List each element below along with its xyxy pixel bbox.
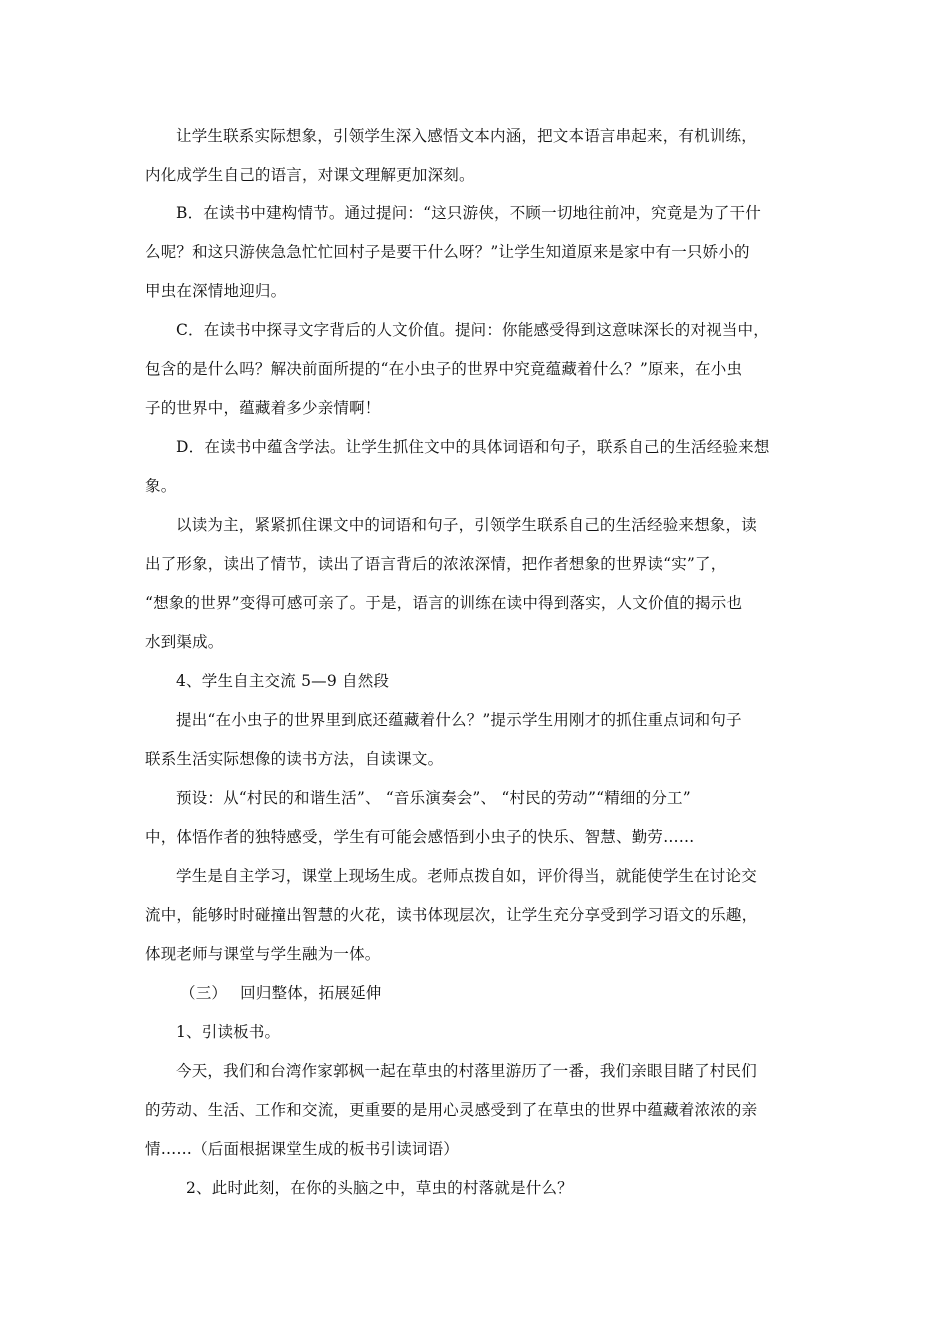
text-line: 包含的是什么吗？解决前面所提的“在小虫子的世界中究竟蕴藏着什么？”原来，在小虫 bbox=[145, 360, 743, 378]
text-line: 出了形象，读出了情节，读出了语言背后的浓浓深情，把作者想象的世界读“实”了， bbox=[145, 555, 727, 573]
text-line: 内化成学生自己的语言，对课文理解更加深刻。 bbox=[145, 166, 475, 184]
text-line: 甲虫在深情地迎归。 bbox=[145, 282, 287, 300]
text-line: “想象的世界”变得可感可亲了。于是，语言的训练在读中得到落实，人文价值的揭示也 bbox=[145, 594, 743, 612]
text-line: 让学生联系实际想象，引领学生深入感悟文本内涵，把文本语言串起来，有机训练， bbox=[176, 127, 757, 145]
text-line: 今天，我们和台湾作家郭枫一起在草虫的村落里游历了一番，我们亲眼目睹了村民们 bbox=[176, 1062, 757, 1080]
text-line: 1、引读板书。 bbox=[176, 1023, 281, 1041]
text-line: 2、此时此刻，在你的头脑之中，草虫的村落就是什么？ bbox=[186, 1179, 573, 1197]
text-line: 象。 bbox=[145, 477, 177, 495]
text-line: 子的世界中，蕴藏着多少亲情啊！ bbox=[145, 399, 381, 417]
text-line: 以读为主，紧紧抓住课文中的词语和句子，引领学生联系自己的生活经验来想象，读 bbox=[176, 516, 757, 534]
text-line: 水到渠成。 bbox=[145, 633, 224, 651]
text-line: 流中，能够时时碰撞出智慧的火花，读书体现层次，让学生充分享受到学习语文的乐趣， bbox=[145, 906, 758, 924]
text-line: 学生是自主学习，课堂上现场生成。老师点拨自如，评价得当，就能使学生在讨论交 bbox=[176, 867, 757, 885]
section-heading: （三） 回归整体，拓展延伸 bbox=[180, 984, 382, 1002]
text-line: 情……（后面根据课堂生成的板书引读词语） bbox=[145, 1140, 460, 1158]
text-line: 中，体悟作者的独特感受，学生有可能会感悟到小虫子的快乐、智慧、勤劳…… bbox=[145, 828, 695, 846]
text-line: 的劳动、生活、工作和交流，更重要的是用心灵感受到了在草虫的世界中蕴藏着浓浓的亲 bbox=[145, 1101, 758, 1119]
text-line: 提出“在小虫子的世界里到底还蕴藏着什么？”提示学生用刚才的抓住重点词和句子 bbox=[176, 711, 742, 729]
text-line: 预设：从“村民的和谐生活”、 “音乐演奏会”、 “村民的劳动”“精细的分工” bbox=[176, 789, 691, 807]
text-line: 么呢？和这只游侠急急忙忙回村子是要干什么呀？”让学生知道原来是家中有一只娇小的 bbox=[145, 243, 750, 261]
text-line: 4、学生自主交流 5—9 自然段 bbox=[176, 672, 390, 690]
text-line: B．在读书中建构情节。通过提问：“这只游侠，不顾一切地往前冲，究竟是为了干什 bbox=[176, 204, 761, 222]
text-line: 联系生活实际想像的读书方法，自读课文。 bbox=[145, 750, 444, 768]
text-line: D．在读书中蕴含学法。让学生抓住文中的具体词语和句子，联系自己的生活经验来想 bbox=[176, 438, 770, 456]
text-line: 体现老师与课堂与学生融为一体。 bbox=[145, 945, 381, 963]
text-line: C．在读书中探寻文字背后的人文价值。提问：你能感受得到这意味深长的对视当中， bbox=[176, 321, 769, 339]
